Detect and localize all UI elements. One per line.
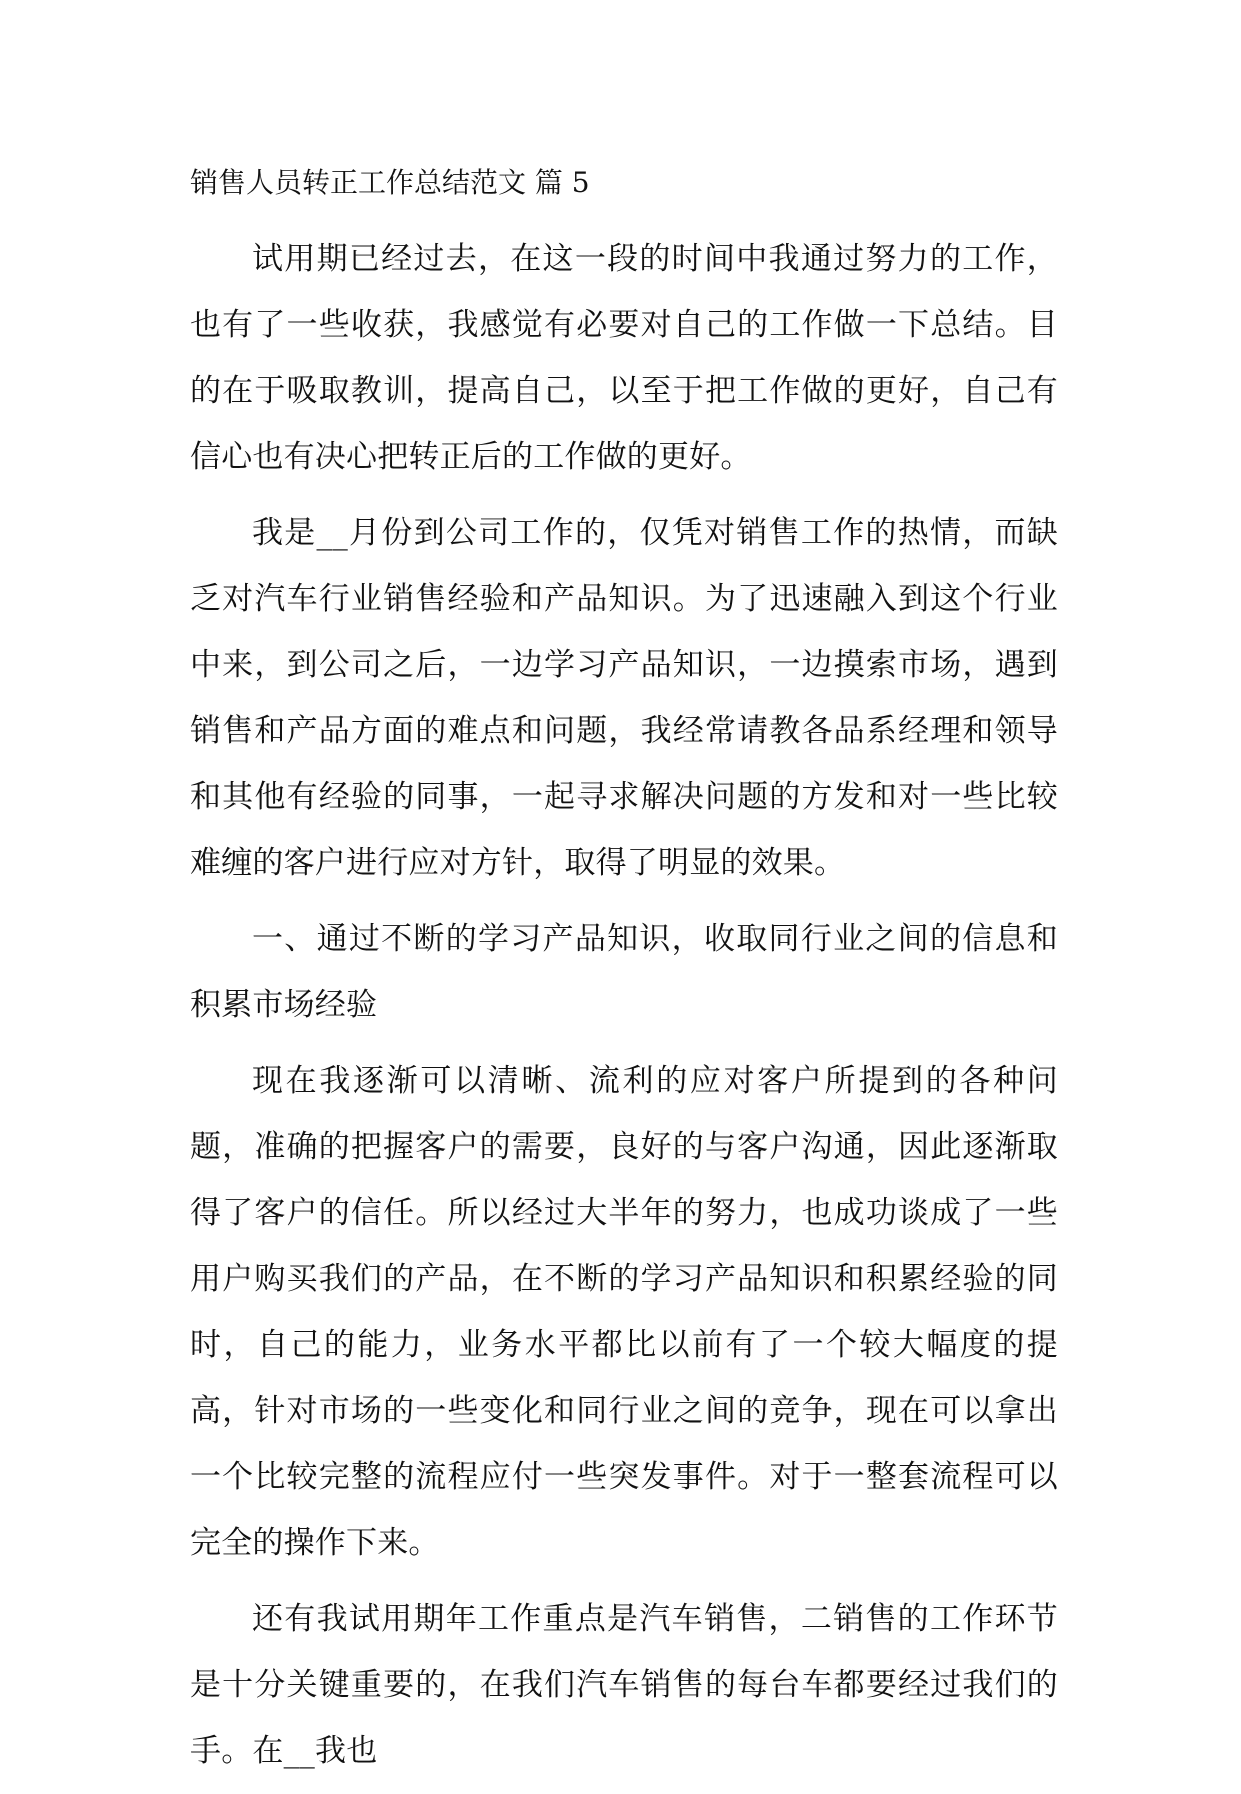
paragraph-intro: 试用期已经过去，在这一段的时间中我通过努力的工作，也有了一些收获，我感觉有必要对自己的工作做一下总结。目的在于吸取教训，提高自己，以至于把工作做的更好，自己有信心也有决心把转正后的工作做的更好。 (190, 241, 1058, 475)
document-body (190, 160, 1058, 1794)
paragraph-focus: 还有我试用期年工作重点是汽车销售，二销售的工作环节是十分关键重要的，在我们汽车销售的每台车都要经过我们的手。在__我也 (190, 1601, 1058, 1769)
section-heading-1: 一、通过不断的学习产品知识，收取同行业之间的信息和积累市场经验 (190, 921, 1058, 1023)
document-title: 销售人员转正工作总结范文 篇 5 (190, 166, 590, 199)
paragraph-background: 我是__月份到公司工作的，仅凭对销售工作的热情，而缺乏对汽车行业销售经验和产品知识。为了迅速融入到这个行业中来，到公司之后，一边学习产品知识，一边摸索市场，遇到销售和产品方面的难点和问题，我经常请教各品系经理和领导和其他有经验的同事，一起寻求解决问题的方发和对一些比较难缠的客户进行应对方针，取得了明显的效果。 (190, 515, 1058, 881)
paragraph-progress: 现在我逐渐可以清晰、流利的应对客户所提到的各种问题，准确的把握客户的需要，良好的与客户沟通，因此逐渐取得了客户的信任。所以经过大半年的努力，也成功谈成了一些用户购买我们的产品，在不断的学习产品知识和积累经验的同时，自己的能力，业务水平都比以前有了一个较大幅度的提高，针对市场的一些变化和同行业之间的竞争，现在可以拿出一个比较完整的流程应付一些突发事件。对于一整套流程可以完全的操作下来。 (190, 1063, 1058, 1561)
